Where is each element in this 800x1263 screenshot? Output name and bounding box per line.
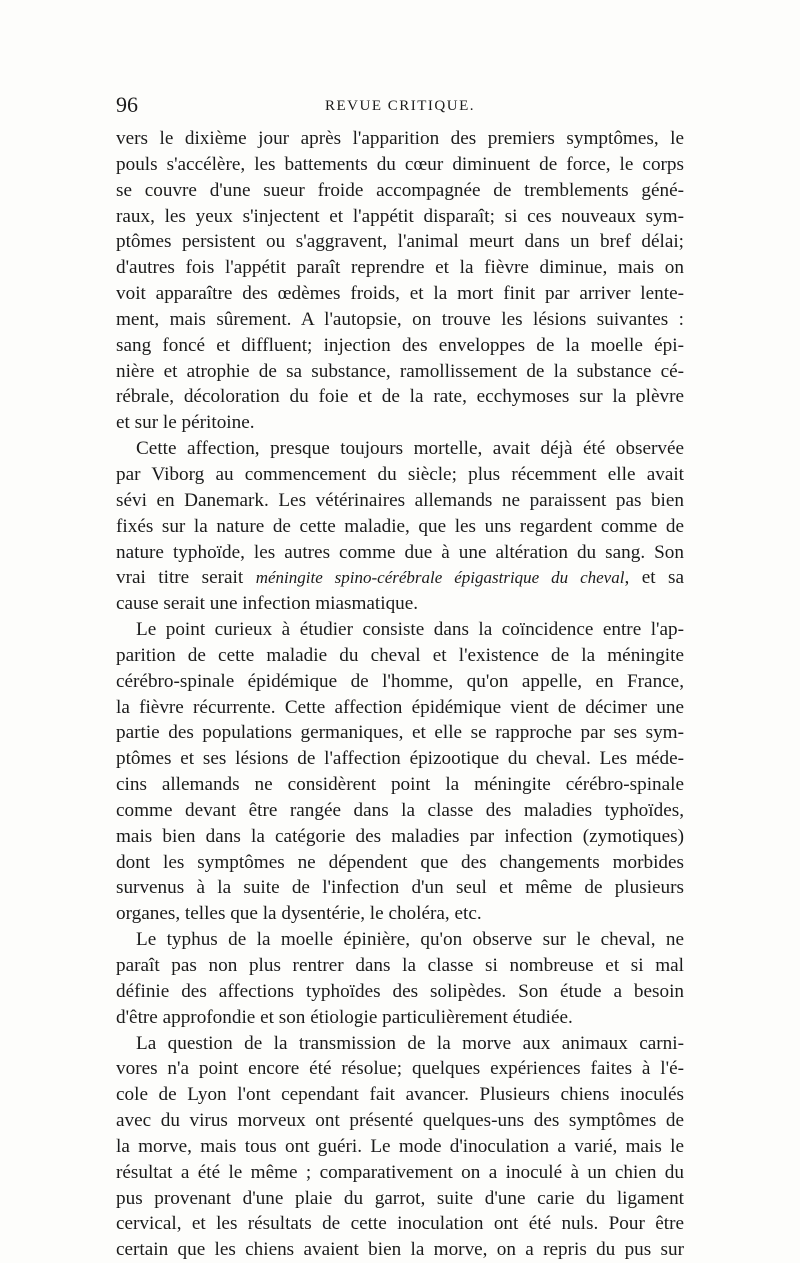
text-line: certain que les chiens avaient bien la morve, on a repris du pus sur xyxy=(116,1239,684,1261)
text-run: , et sa xyxy=(624,567,684,589)
text-line: d'être approfondie et son étiologie particulièrement étudiée. xyxy=(116,1006,573,1028)
paragraph xyxy=(116,436,684,617)
text-line: nière et atrophie de sa substance, ramollissement de la substance cé- xyxy=(116,360,684,382)
body-text xyxy=(116,126,684,1263)
text-line: pouls s'accélère, les battements du cœur diminuent de force, le corps xyxy=(116,153,684,175)
text-line: partie des populations germaniques, et elle se rapproche par ses sym- xyxy=(116,722,684,744)
text-line: cervical, et les résultats de cette inoculation ont été nuls. Pour être xyxy=(116,1213,684,1235)
text-line: organes, telles que la dysentérie, le choléra, etc. xyxy=(116,903,482,925)
text-line: et sur le péritoine. xyxy=(116,412,255,434)
text-line: la morve, mais tous ont guéri. Le mode d'inoculation a varié, mais le xyxy=(116,1135,684,1157)
text-line: sévi en Danemark. Les vétérinaires allemands ne paraissent pas bien xyxy=(116,489,684,511)
text-line: ptômes persistent ou s'aggravent, l'animal meurt dans un bref délai; xyxy=(116,231,684,253)
paragraph xyxy=(116,617,684,927)
italic-term: méningite spino-cérébrale épigastrique du cheval xyxy=(255,568,625,588)
text-line: La question de la transmission de la morve aux animaux carni- xyxy=(136,1032,684,1054)
text-line: avec du virus morveux ont présenté quelques-uns des symptômes de xyxy=(116,1110,684,1132)
page-header xyxy=(116,92,684,126)
text-line: raux, les yeux s'injectent et l'appétit disparaît; si ces nouveaux sym- xyxy=(116,205,684,227)
text-run: vrai titre serait xyxy=(116,567,256,589)
text-line: cins allemands ne considèrent point la méningite cérébro-spinale xyxy=(116,774,684,796)
text-line: par Viborg au commencement du siècle; plus récemment elle avait xyxy=(116,463,684,485)
text-line: cause serait une infection miasmatique. xyxy=(116,593,419,615)
text-line: cérébro-spinale épidémique de l'homme, qu'on appelle, en France, xyxy=(116,670,684,692)
text-line: pus provenant d'une plaie du garrot, suite d'une carie du ligament xyxy=(116,1187,684,1209)
text-line: comme devant être rangée dans la classe des maladies typhoïdes, xyxy=(116,799,684,821)
text-line: la fièvre récurrente. Cette affection épidémique vient de décimer une xyxy=(116,696,684,718)
text-line: définie des affections typhoïdes des solipèdes. Son étude a besoin xyxy=(116,980,684,1002)
paragraph xyxy=(116,927,684,1030)
text-line: vers le dixième jour après l'apparition des premiers symptômes, le xyxy=(116,128,684,149)
text-line: fixés sur la nature de cette maladie, que les uns regardent comme de xyxy=(116,515,684,537)
text-line: rébrale, décoloration du foie et de la rate, ecchymoses sur la plèvre xyxy=(116,386,684,408)
text-line: d'autres fois l'appétit paraît reprendre et la fièvre diminue, mais on xyxy=(116,257,684,279)
text-line: se couvre d'une sueur froide accompagnée de tremblements géné- xyxy=(116,179,684,201)
text-line: Le point curieux à étudier consiste dans la coïncidence entre l'ap- xyxy=(136,619,684,641)
text-line: Cette affection, presque toujours mortelle, avait déjà été observée xyxy=(136,438,684,460)
page-number: 96 xyxy=(116,92,138,117)
text-line: ment, mais sûrement. A l'autopsie, on trouve les lésions suivantes : xyxy=(116,308,684,330)
text-line: ptômes et ses lésions de l'affection épizootique du cheval. Les méde- xyxy=(116,748,684,770)
text-line: parition de cette maladie du cheval et l'existence de la méningite xyxy=(116,644,684,666)
text-line: Le typhus de la moelle épinière, qu'on observe sur le cheval, ne xyxy=(136,929,684,951)
text-line: nature typhoïde, les autres comme due à une altération du sang. Son xyxy=(116,541,684,563)
text-line: sang foncé et diffluent; injection des enveloppes de la moelle épi- xyxy=(116,334,684,356)
text-line: résultat a été le même ; comparativement on a inoculé à un chien du xyxy=(116,1161,684,1183)
text-line: survenus à la suite de l'infection d'un seul et même de plusieurs xyxy=(116,877,684,899)
running-head: REVUE CRITIQUE. xyxy=(325,98,475,114)
text-line: mais bien dans la catégorie des maladies par infection (zymotiques) xyxy=(116,825,684,847)
text-line: voit apparaître des œdèmes froids, et la mort finit par arriver lente- xyxy=(116,283,684,305)
paragraph xyxy=(116,1031,684,1263)
text-line: vores n'a point encore été résolue; quelques expériences faites à l'é- xyxy=(116,1058,684,1080)
text-line: cole de Lyon l'ont cependant fait avancer. Plusieurs chiens inoculés xyxy=(116,1084,684,1106)
text-line-with-italic xyxy=(116,565,684,591)
paragraph xyxy=(116,126,684,436)
text-line: dont les symptômes ne dépendent que des changements morbides xyxy=(116,851,684,873)
text-line: paraît pas non plus rentrer dans la classe si nombreuse et si mal xyxy=(116,955,684,976)
